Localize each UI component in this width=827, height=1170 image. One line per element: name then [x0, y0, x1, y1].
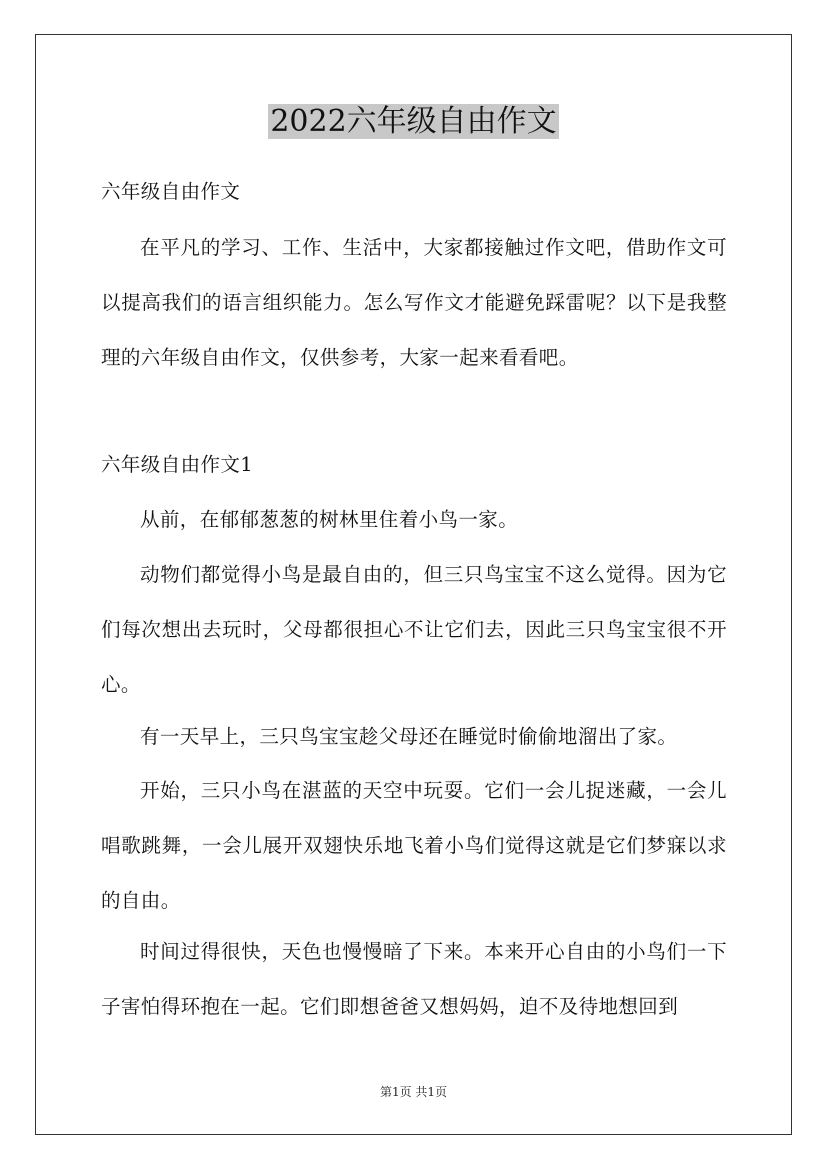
paragraph: 从前，在郁郁葱葱的树林里住着小鸟一家。: [140, 508, 519, 531]
document-title: [0, 100, 827, 144]
intro-paragraph: 在平凡的学习、工作、生活中，大家都接触过作文吧，借助作文可以提高我们的语言组织能力。怎么写作文才能避免踩雷呢？以下是我整理的六年级自由作文，仅供参考，大家一起来看看吧。: [101, 236, 727, 369]
paragraph: 动物们都觉得小鸟是最自由的，但三只鸟宝宝不这么觉得。因为它们每次想出去玩时，父母都很担心不让它们去，因此三只鸟宝宝很不开心。: [101, 563, 727, 696]
page-footer: 第1页 共1页: [379, 1085, 448, 1099]
section-heading: 六年级自由作文: [101, 180, 241, 203]
paragraph: 时间过得很快，天色也慢慢暗了下来。本来开心自由的小鸟们一下子害怕得环抱在一起。它们即想爸爸又想妈妈，迫不及待地想回到: [101, 940, 727, 1018]
paragraph: 开始，三只小鸟在湛蓝的天空中玩耍。它们一会儿捉迷藏，一会儿唱歌跳舞，一会儿展开双翅快乐地飞着小鸟们觉得这就是它们梦寐以求的自由。: [101, 779, 727, 912]
paragraph: 有一天早上，三只鸟宝宝趁父母还在睡觉时偷偷地溜出了家。: [140, 725, 678, 748]
essay-heading: 六年级自由作文1: [101, 453, 254, 476]
document-title-text: 2022六年级自由作文: [270, 104, 557, 139]
